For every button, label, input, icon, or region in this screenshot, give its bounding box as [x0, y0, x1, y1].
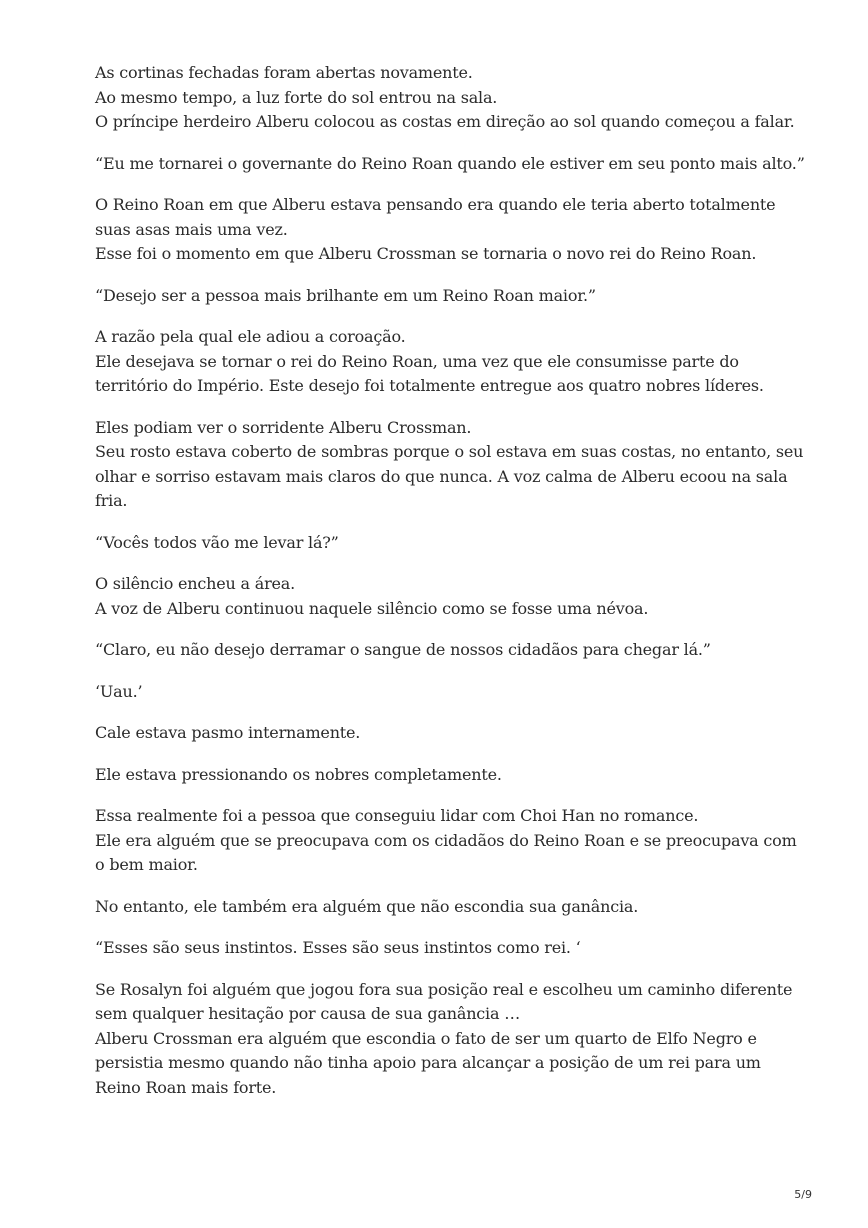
text-line: No entanto, ele também era alguém que não escondia sua ganância.	[95, 896, 639, 916]
text-line: O silêncio encheu a área.	[95, 574, 296, 593]
document-page	[95, 61, 805, 1117]
paragraph	[95, 763, 795, 788]
text-line: fria.	[95, 491, 128, 510]
text-line: “Vocês todos vão me levar lá?”	[95, 532, 339, 552]
text-line: suas asas mais uma vez.	[95, 219, 288, 239]
text-line: A voz de Alberu continuou naquele silêncio como se fosse uma névoa.	[95, 598, 649, 618]
paragraph	[95, 531, 795, 556]
text-line: O príncipe herdeiro Alberu colocou as costas em direção ao sol quando começou a falar.	[95, 112, 795, 131]
paragraph	[95, 721, 795, 746]
text-line: As cortinas fechadas foram abertas novamente.	[95, 63, 473, 82]
paragraph	[95, 638, 795, 663]
text-line: O Reino Roan em que Alberu estava pensando era quando ele teria aberto totalmente	[95, 195, 776, 214]
paragraph	[95, 895, 795, 920]
text-line: Ele desejava se tornar o rei do Reino Roan, uma vez que ele consumisse parte do	[95, 351, 739, 371]
text-line: A razão pela qual ele adiou a coroação.	[95, 327, 406, 346]
paragraph	[95, 978, 795, 1101]
text-line: Cale estava pasmo internamente.	[95, 723, 361, 742]
text-line: “Claro, eu não desejo derramar o sangue de nossos cidadãos para chegar lá.”	[95, 640, 711, 659]
text-line: “Eu me tornarei o governante do Reino Roan quando ele estiver em seu ponto mais alto.”	[95, 153, 805, 173]
text-line: sem qualquer hesitação por causa de sua ganância …	[95, 1004, 521, 1023]
page-number: 5/9	[794, 1188, 812, 1201]
paragraph	[95, 152, 805, 177]
paragraph	[95, 416, 804, 514]
text-line: Seu rosto estava coberto de sombras porque o sol estava em suas costas, no entanto, seu	[95, 442, 804, 461]
text-line: Se Rosalyn foi alguém que jogou fora sua posição real e escolheu um caminho diferente	[95, 979, 793, 999]
text-line: persistia mesmo quando não tinha apoio para alcançar a posição de um rei para um	[95, 1053, 761, 1072]
text-line: ‘Uau.’	[95, 681, 143, 701]
text-line: Ele estava pressionando os nobres completamente.	[95, 764, 502, 784]
paragraph	[95, 284, 795, 309]
paragraph	[95, 804, 795, 878]
text-line: Ele era alguém que se preocupava com os cidadãos do Reino Roan e se preocupava com	[95, 830, 797, 850]
paragraph	[95, 61, 795, 135]
text-line: Reino Roan mais forte.	[95, 1077, 277, 1097]
paragraph	[95, 572, 795, 621]
text-line: Alberu Crossman era alguém que escondia o fato de ser um quarto de Elfo Negro e	[95, 1028, 757, 1048]
paragraph	[95, 325, 795, 399]
paragraph	[95, 680, 795, 705]
text-line: território do Império. Este desejo foi totalmente entregue aos quatro nobres líderes.	[95, 376, 764, 395]
text-line: o bem maior.	[95, 855, 198, 874]
paragraph	[95, 193, 795, 267]
text-line: “Esses são seus instintos. Esses são seus instintos como rei. ‘	[95, 938, 581, 957]
text-line: Eles podiam ver o sorridente Alberu Crossman.	[95, 417, 472, 437]
text-line: Essa realmente foi a pessoa que conseguiu lidar com Choi Han no romance.	[95, 806, 699, 825]
text-line: Ao mesmo tempo, a luz forte do sol entrou na sala.	[95, 87, 498, 107]
text-line: olhar e sorriso estavam mais claros do que nunca. A voz calma de Alberu ecoou na sala	[95, 466, 788, 486]
text-line: “Desejo ser a pessoa mais brilhante em um Reino Roan maior.”	[95, 285, 596, 305]
text-line: Esse foi o momento em que Alberu Crossman se tornaria o novo rei do Reino Roan.	[95, 244, 757, 263]
paragraph	[95, 936, 795, 961]
